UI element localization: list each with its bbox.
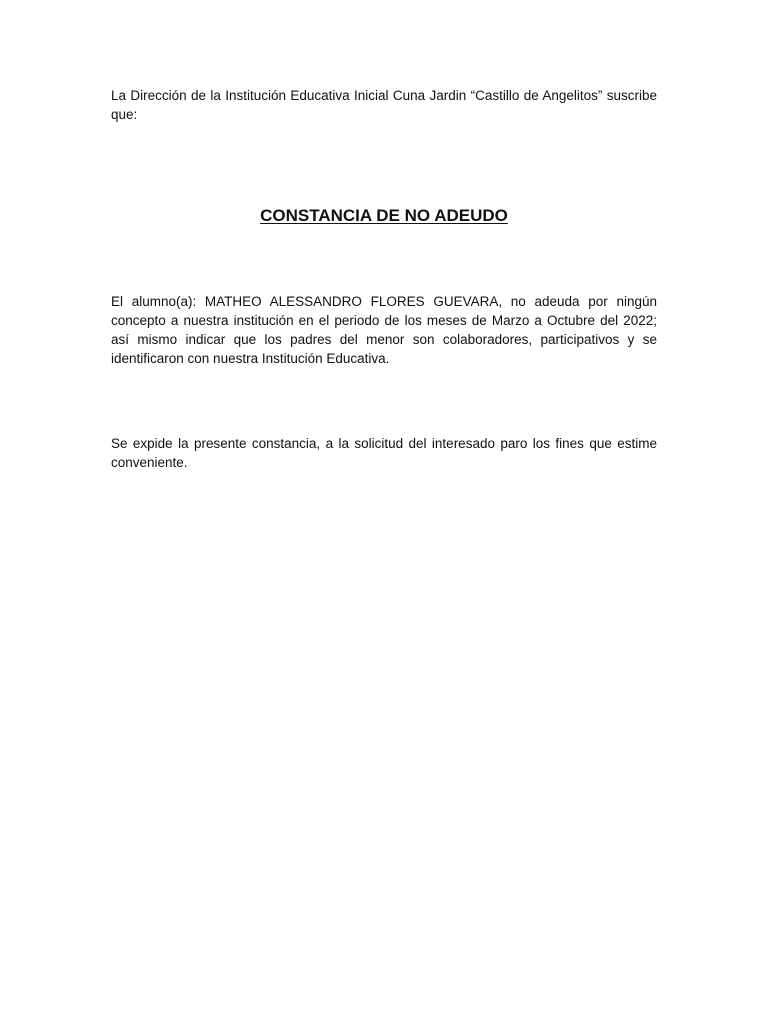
document-title [0, 204, 768, 228]
intro-paragraph: La Dirección de la Institución Educativa Inicial Cuna Jardin “Castillo de Angelitos” suscribe que: [111, 88, 657, 122]
closing-paragraph: Se expide la presente constancia, a la solicitud del interesado paro los fines que estime conveniente. [111, 436, 657, 470]
document-title-text: CONSTANCIA DE NO ADEUDO [260, 206, 508, 225]
body-paragraph: El alumno(a): MATHEO ALESSANDRO FLORES GUEVARA, no adeuda por ningún concepto a nuestra institución en el periodo de los meses de Marzo a Octubre del 2022; así mismo indicar que los padres del menor son colaboradores, participativos y se identificaron con nuestra Institución Educativa. [111, 294, 657, 366]
